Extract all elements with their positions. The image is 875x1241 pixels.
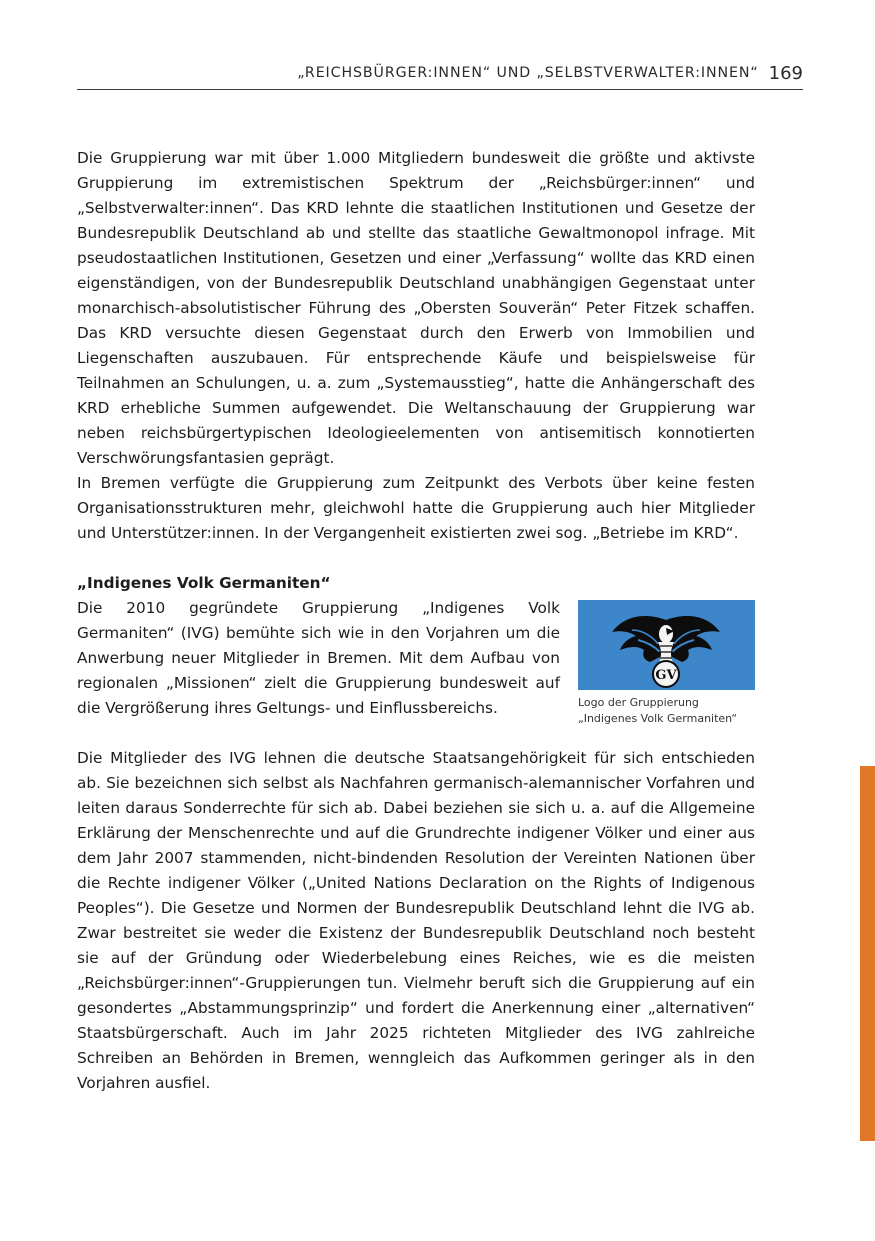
running-title: „REICHSBÜRGER:INNEN“ UND „SELBSTVERWALTER:INNEN“ (297, 65, 759, 81)
ivg-logo-image (578, 600, 755, 690)
body-paragraph: Die 2010 gegründete Gruppierung „Indigenes Volk Germaniten“ (IVG) bemühte sich wie in den Vorjahren um die Anwerbung neuer Mitglieder in Bremen. Mit dem Aufbau von regionalen „Missionen“ zielt die Gruppierung bundesweit auf die Vergrößerung ihres Geltungs- und Einflussbereichs. (77, 599, 560, 717)
logo-text: GV (655, 668, 677, 683)
figure-caption (578, 695, 778, 727)
eagle-logo-icon (578, 600, 755, 690)
caption-line: Logo der Gruppierung (578, 696, 699, 709)
body-paragraph: Die Gruppierung war mit über 1.000 Mitgliedern bundesweit die größte und aktivste Gruppierung im extremistischen Spektrum der „Reichsbürger:innen“ und „Selbstverwalter:innen“. Das KRD lehnte die staatlichen Institutionen und Gesetze der Bundesrepublik Deutschland ab und stellte das staatliche Gewaltmonopol infrage. Mit pseudostaatlichen Institutionen, Gesetzen und einer „Verfassung“ wollte das KRD einen eigenständigen, von der Bundesrepublik Deutschland unabhängigen Gegenstaat unter monarchisch-absolutistischer Führung des „Obersten Souverän“ Peter Fitzek schaffen. Das KRD versuchte diesen Gegenstaat durch den Erwerb von Immobilien und Liegenschaften auszubauen. Für entsprechende Käufe und beispielsweise für Teilnahmen an Schulungen, u. a. zum „Systemausstieg“, hatte die Anhängerschaft des KRD erhebliche Summen aufgewendet. Die Weltanschauung der Gruppierung war neben reichsbürgertypischen Ideologieelementen von antisemitisch konnotierten Verschwörungsfantasien geprägt. (77, 149, 755, 467)
body-paragraph: Die Mitglieder des IVG lehnen die deutsche Staatsangehörigkeit für sich entschieden ab. Sie bezeichnen sich selbst als Nachfahren germanisch-alemannischer Vorfahren und leiten daraus Sonderrechte für sich ab. Dabei beziehen sie sich u. a. auf die Allgemeine Erklärung der Menschenrechte und auf die Grundrechte indigener Völker und einer aus dem Jahr 2007 stammenden, nicht-bindenden Resolution der Vereinten Nationen über die Rechte indigener Völker („United Nations Declaration on the Rights of Indigenous Peoples“). Die Gesetze und Normen der Bundesrepublik Deutschland lehnt die IVG ab. Zwar bestreitet sie weder die Existenz der Bundesrepublik Deutschland noch besteht sie auf der Gründung oder Wiederbelebung eines Reiches, wie es die meisten „Reichsbürger:innen“-Gruppierungen tun. Vielmehr beruft sich die Gruppierung auf ein gesondertes „Abstammungsprinzip“ und fordert die Anerkennung einer „alternativen“ Staatsbürgerschaft. Auch im Jahr 2025 richteten Mitglieder des IVG zahlreiche Schreiben an Behörden in Bremen, wenngleich das Aufkommen geringer als in den Vorjahren ausfiel. (77, 749, 755, 1092)
caption-line: „Indigenes Volk Germaniten“ (578, 712, 738, 725)
running-header (77, 57, 803, 90)
body-paragraph: In Bremen verfügte die Gruppierung zum Zeitpunkt des Verbots über keine festen Organisationsstrukturen mehr, gleichwohl hatte die Gruppierung auch hier Mitglieder und Unterstützer:innen. In der Vergangenheit existierten zwei sog. „Betriebe im KRD“. (77, 474, 755, 542)
page-number: 169 (768, 62, 803, 84)
chapter-side-tab (860, 766, 875, 1141)
section-heading: „Indigenes Volk Germaniten“ (77, 574, 331, 592)
